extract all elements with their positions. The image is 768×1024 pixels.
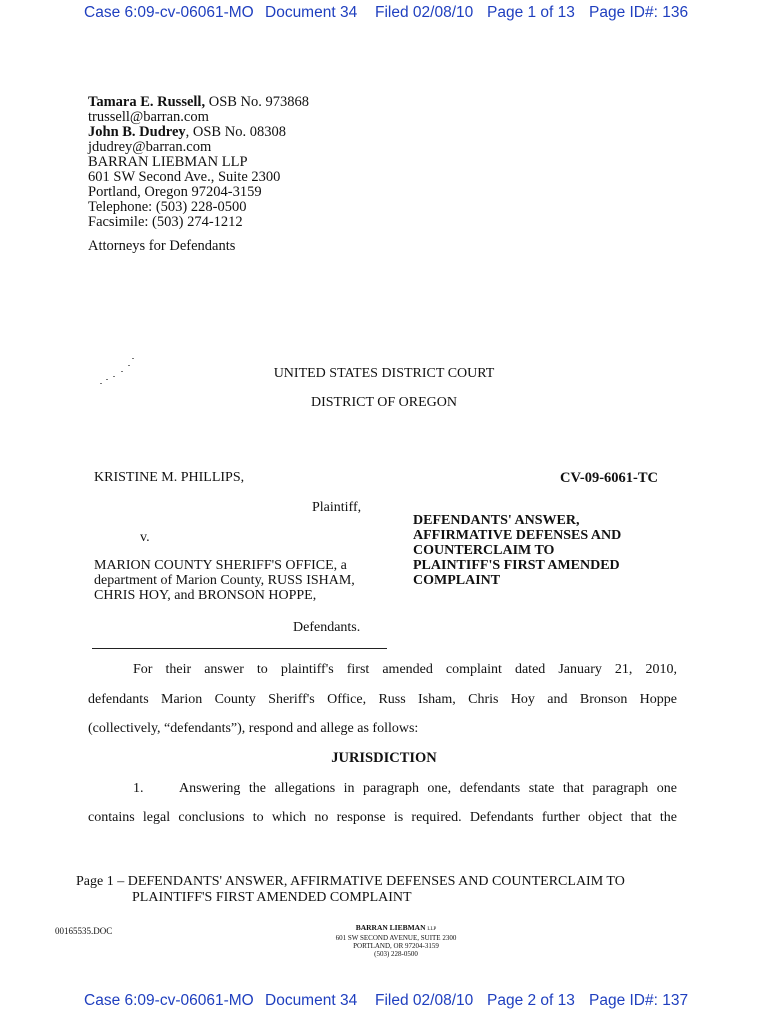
case-number: CV-09-6061-TC xyxy=(560,470,658,486)
document-title-line2: AFFIRMATIVE DEFENSES AND xyxy=(413,528,622,543)
attorney1-email: trussell@barran.com xyxy=(88,109,209,125)
document-title-line1: DEFENDANTS' ANSWER, xyxy=(413,513,580,528)
caption-defendants-line3: CHRIS HOY, and BRONSON HOPPE, xyxy=(94,588,317,603)
file-code: 00165535.DOC xyxy=(55,926,113,936)
stamp-case-number: Case 6:09-cv-06061-MO xyxy=(84,4,254,21)
intro-line3: (collectively, “defendants”), respond and allege as follows: xyxy=(88,721,419,736)
attorney1-name: Tamara E. Russell, xyxy=(88,94,206,110)
document-title-line3: COUNTERCLAIM TO xyxy=(413,543,555,558)
stamp-page: Page 1 of 13 xyxy=(487,4,575,21)
firm-telephone: Telephone: (503) 228-0500 xyxy=(88,199,247,215)
firm-address-line1: 601 SW Second Ave., Suite 2300 xyxy=(88,169,281,185)
caption-versus: v. xyxy=(140,530,150,545)
page-footer-line1: Page 1 – DEFENDANTS' ANSWER, AFFIRMATIVE DEFENSES AND COUNTERCLAIM TO xyxy=(76,874,625,889)
bottom-stamp-filed-date: Filed 02/08/10 xyxy=(375,992,474,1009)
firm-facsimile: Facsimile: (503) 274-1212 xyxy=(88,214,243,230)
para1-line2: contains legal conclusions to which no response is required. Defendants further object that the xyxy=(88,810,677,825)
counsel-role: Attorneys for Defendants xyxy=(88,238,236,254)
firm-footer-name: BARRAN LIEBMAN xyxy=(355,923,426,932)
caption-defendants xyxy=(94,558,355,603)
attorney2-email: jdudrey@barran.com xyxy=(88,139,212,155)
bottom-stamp-page-id: Page ID#: 137 xyxy=(589,992,689,1009)
scan-speck xyxy=(100,383,102,384)
firm-address-line2: Portland, Oregon 97204-3159 xyxy=(88,184,262,200)
caption-plaintiff: KRISTINE M. PHILLIPS, xyxy=(94,470,245,485)
stamp-document: Document 34 xyxy=(265,4,358,21)
firm-footer-address2: PORTLAND, OR 97204-3159 xyxy=(353,942,439,950)
caption-defendants-line2: department of Marion County, RUSS ISHAM, xyxy=(94,573,355,588)
court-name: UNITED STATES DISTRICT COURT xyxy=(273,366,495,381)
firm-name: BARRAN LIEBMAN LLP xyxy=(88,154,248,170)
attorney1-bar: OSB No. 973868 xyxy=(205,94,310,110)
document-title-line4: PLAINTIFF'S FIRST AMENDED xyxy=(413,558,620,573)
firm-footer-address1: 601 SW SECOND AVENUE, SUITE 2300 xyxy=(335,934,457,942)
document-title xyxy=(413,513,621,588)
firm-footer xyxy=(316,924,476,958)
caption-defendants-role: Defendants. xyxy=(293,620,361,635)
stamp-page-id: Page ID#: 136 xyxy=(589,4,689,21)
counsel-block xyxy=(88,95,309,254)
para1-number: 1. xyxy=(133,781,144,796)
court-district: DISTRICT OF OREGON xyxy=(311,395,457,410)
attorney2-bar: , OSB No. 08308 xyxy=(185,124,286,140)
page-footer-line2: PLAINTIFF'S FIRST AMENDED COMPLAINT xyxy=(132,890,412,905)
intro-line1: For their answer to plaintiff's first amended complaint dated January 21, 2010, xyxy=(133,662,677,677)
attorney2-name: John B. Dudrey xyxy=(88,124,186,140)
intro-line2: defendants Marion County Sheriff's Office, Russ Isham, Chris Hoy and Bronson Hoppe xyxy=(88,692,677,707)
caption-divider xyxy=(92,648,387,649)
caption-plaintiff-role: Plaintiff, xyxy=(312,500,362,515)
stamp-filed-date: Filed 02/08/10 xyxy=(375,4,474,21)
para1-line1: Answering the allegations in paragraph one, defendants state that paragraph one xyxy=(179,781,677,796)
scan-speck xyxy=(132,358,134,359)
caption-defendants-line1: MARION COUNTY SHERIFF'S OFFICE, a xyxy=(94,558,347,573)
bottom-stamp-document: Document 34 xyxy=(265,992,358,1009)
firm-footer-phone: (503) 228-0500 xyxy=(374,950,418,958)
page-footer-label xyxy=(76,874,625,906)
firm-footer-suffix: LLP xyxy=(427,927,437,932)
section-heading: JURISDICTION xyxy=(331,750,437,766)
bottom-stamp-case-number: Case 6:09-cv-06061-MO xyxy=(84,992,254,1009)
document-title-line5: COMPLAINT xyxy=(413,573,501,588)
bottom-stamp-page: Page 2 of 13 xyxy=(487,992,575,1009)
